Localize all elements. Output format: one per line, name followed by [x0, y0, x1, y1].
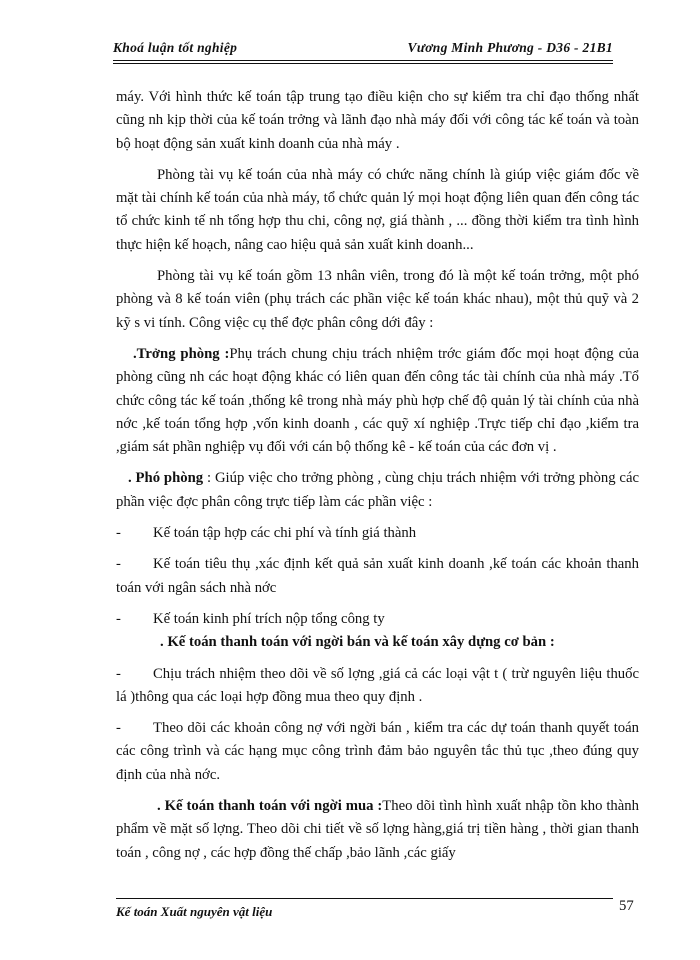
page-footer [116, 898, 613, 918]
paragraph: Phòng tài vụ kế toán gồm 13 nhân viên, trong đó là một kế toán trởng, một phó phòng và 8 kế toán viên (phụ trách các phần việc kế toán khác nhau), một thủ quỹ và 2 kỹ s vi tính. Công việc cụ thể đợc phân công dới đây : [116, 268, 639, 331]
role-description: Phụ trách chung chịu trách nhiệm trớc giám đốc mọi hoạt động của phòng cũng nh các hoạt động khác có liên quan đến công tác tài chính của nhà máy .Tổ chức công tác kế toán ,thống kê trong nhà máy phù hợp chế độ quản lý tài chính của nhà nớc ,kế toán tổng hợp ,vốn kinh doanh , các quỹ xí nghiệp .Trực tiếp chỉ đạo ,kiểm tra ,giám sát phần nghiệp vụ đối với cán bộ thống kê - kế toán của các đơn vị . [116, 345, 639, 456]
bullet-dash: - [116, 720, 121, 737]
paragraph-truong-phong [116, 343, 639, 459]
role-heading: . Phó phòng [128, 470, 204, 487]
list-item: - Chịu trách nhiệm theo dõi về số lợng ,giá cả các loại vật t ( trừ nguyên liệu thuốc lá )thông qua các loại hợp đồng mua theo quy định . [116, 663, 639, 710]
bullet-dash: - [116, 665, 121, 682]
role-heading: .Trởng phòng : [133, 345, 230, 362]
list-item: - Kế toán kinh phí trích nộp tổng công ty [116, 608, 639, 631]
section-heading: . Kế toán thanh toán với ngời bán và kế toán xây dựng cơ bản : [160, 634, 555, 651]
role-description: Theo dõi tình hình xuất nhập tồn kho thành phẩm về mặt số lợng. Theo dõi chi tiết về số lợng hàng,giá trị tiền hàng , thời gian thanh toán , công nợ , các hợp đồng thế chấp ,bảo lãnh ,các giấy [116, 798, 639, 861]
paragraph-nguoi-mua [116, 795, 639, 865]
bullet-dash: - [116, 610, 121, 627]
header-title: Khoá luận tốt nghiệp [113, 40, 238, 55]
list-item: - Kế toán tiêu thụ ,xác định kết quả sản xuất kinh doanh ,kế toán các khoản thanh toán với ngân sách nhà nớc [116, 553, 639, 600]
header-rule-thin [113, 63, 613, 64]
bullet-dash: - [116, 556, 121, 573]
role-heading: . Kế toán thanh toán với ngời mua : [157, 798, 383, 815]
header-author: Vương Minh Phương - D36 - 21B1 [407, 40, 613, 55]
paragraph: Phòng tài vụ kế toán của nhà máy có chức năng chính là giúp việc giám đốc về mặt tài chính kế toán của nhà máy, tổ chức quản lý mọi hoạt động liên quan đến công tác tổ chức kinh tế nh tổng hợp thu chi, công nợ, giá thành , ... đồng thời kiểm tra tình hình thực hiện kế hoạch, nâng cao hiệu quả sản xuất kinh doanh... [116, 166, 639, 253]
role-description: : Giúp việc cho trởng phòng , cùng chịu trách nhiệm với trởng phòng các phần việc đợc phân công trực tiếp làm các phần việc : [116, 470, 639, 510]
header-rule [113, 60, 613, 61]
paragraph-pho-phong [116, 467, 639, 514]
bullet-dash: - [116, 525, 121, 542]
footer-rule [116, 898, 613, 899]
list-item: - Kế toán tập hợp các chi phí và tính giá thành [116, 522, 639, 545]
list-item: - Theo dõi các khoản công nợ với ngời bán , kiểm tra các dự toán thanh quyết toán các công trình và các hạng mục công trình đảm bảo nguyên tắc thủ tục ,theo đúng quy định của nhà nớc. [116, 717, 639, 787]
page-header [113, 38, 613, 58]
paragraph: máy. Với hình thức kế toán tập trung tạo điều kiện cho sự kiểm tra chỉ đạo thống nhất cũng nh kịp thời của kế toán trởng và lãnh đạo nhà máy đối với công tác kế toán và toàn bộ hoạt động sản xuất kinh doanh của nhà máy . [116, 89, 639, 152]
page-number: 57 [619, 898, 634, 914]
document-body [116, 86, 639, 865]
footer-title: Kế toán Xuất nguyên vật liệu [116, 904, 273, 919]
